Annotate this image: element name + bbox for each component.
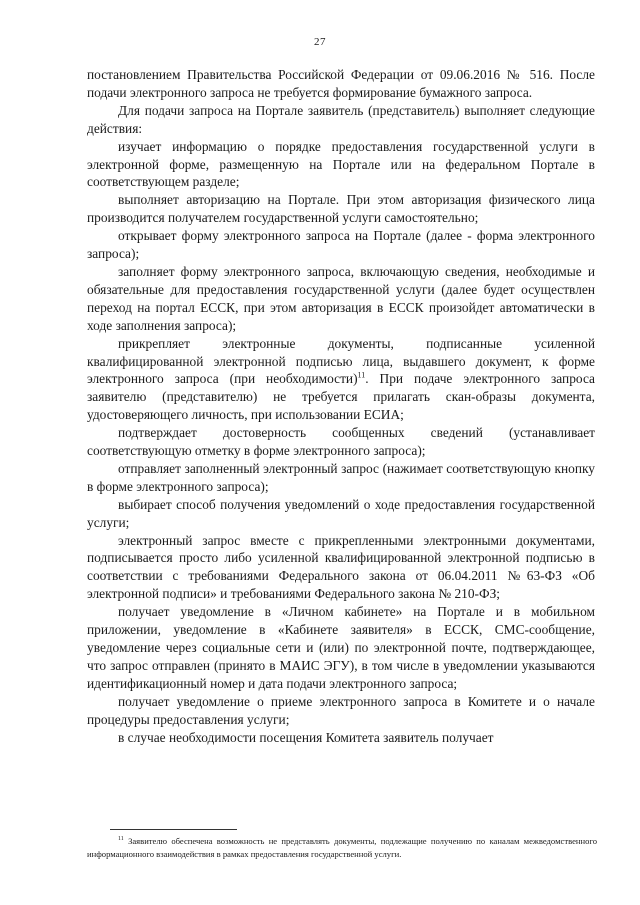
page-number: 27 [314, 36, 326, 48]
paragraph [87, 335, 595, 425]
paragraph: отправляет заполненный электронный запрос (нажимает соответствующую кнопку в форме электронного запроса); [87, 460, 595, 494]
paragraph: электронный запрос вместе с прикрепленными электронными документами, подписывается просто либо усиленной квалифицированной электронной подписью в соответствии с требованиями Федерального закона от 06.04.2011 №63-ФЗ «Об электронной подписи» и требованиями Федерального закона № 210-ФЗ; [87, 532, 595, 602]
paragraph: выполняет авторизацию на Портале. При этом авторизация физического лица производится получателем государственной услуги самостоятельно; [87, 192, 595, 226]
paragraph: выбирает способ получения уведомлений о ходе предоставления государственной услуги; [87, 496, 595, 530]
paragraph: изучает информацию о порядке предоставления государственной услуги в электронной форме, размещенную на Портале или на федеральном Портале в соответствующем разделе; [87, 138, 595, 190]
paragraph-text: прикрепляет электронные документы, подписанные усиленной квалифицированной электронной подписью лица, выдавшего документ, к форме электронного запроса (при необходимости) [87, 335, 595, 387]
footnote-reference: 11 [357, 370, 366, 380]
footnote [87, 835, 597, 860]
paragraph-text: . При подаче электронного запроса заявителю (представителю) не требуется прилагать скан-образы документа, удостоверяющего личность, при использовании ЕСИА; [87, 371, 595, 423]
paragraph: открывает форму электронного запроса на Портале (далее - форма электронного запроса); [87, 228, 595, 262]
body-text [87, 66, 595, 746]
paragraph: Для подачи запроса на Портале заявитель (представитель) выполняет следующие действия: [87, 102, 595, 136]
footnote-text: Заявителю обеспечена возможность не представлять документы, подлежащие получению по каналам межведомственного информационного взаимодействия в рамках предоставления государственной услуги. [87, 836, 597, 859]
paragraph: заполняет форму электронного запроса, включающую сведения, необходимые и обязательные для предоставления государственной услуги (далее будет осуществлен переход на портал ЕССК, при этом авторизация в ЕССК произойдет автоматически в ходе заполнения запроса); [87, 263, 595, 333]
paragraph: постановлением Правительства Российской Федерации от 09.06.2016 № 516. После подачи электронного запроса не требуется формирование бумажного запроса. [87, 67, 595, 100]
paragraph: в случае необходимости посещения Комитета заявитель получает [118, 729, 494, 745]
footnote-separator [110, 829, 237, 830]
footnote-marker: 11 [118, 836, 124, 843]
paragraph: подтверждает достоверность сообщенных сведений (устанавливает соответствующую отметку в форме электронного запроса); [87, 425, 595, 459]
paragraph: получает уведомление о приеме электронного запроса в Комитете и о начале процедуры предоставления услуги; [87, 693, 595, 727]
paragraph: получает уведомление в «Личном кабинете» на Портале и в мобильном приложении, уведомление в «Кабинете заявителя» в ЕССК, СМС-сообщение, уведомление через социальные сети и (или) по электронной почте, подтверждающее, что запрос отправлен (принято в МАИС ЭГУ), в том числе в уведомлении указываются идентификационный номер и дата подачи электронного запроса; [87, 604, 595, 691]
